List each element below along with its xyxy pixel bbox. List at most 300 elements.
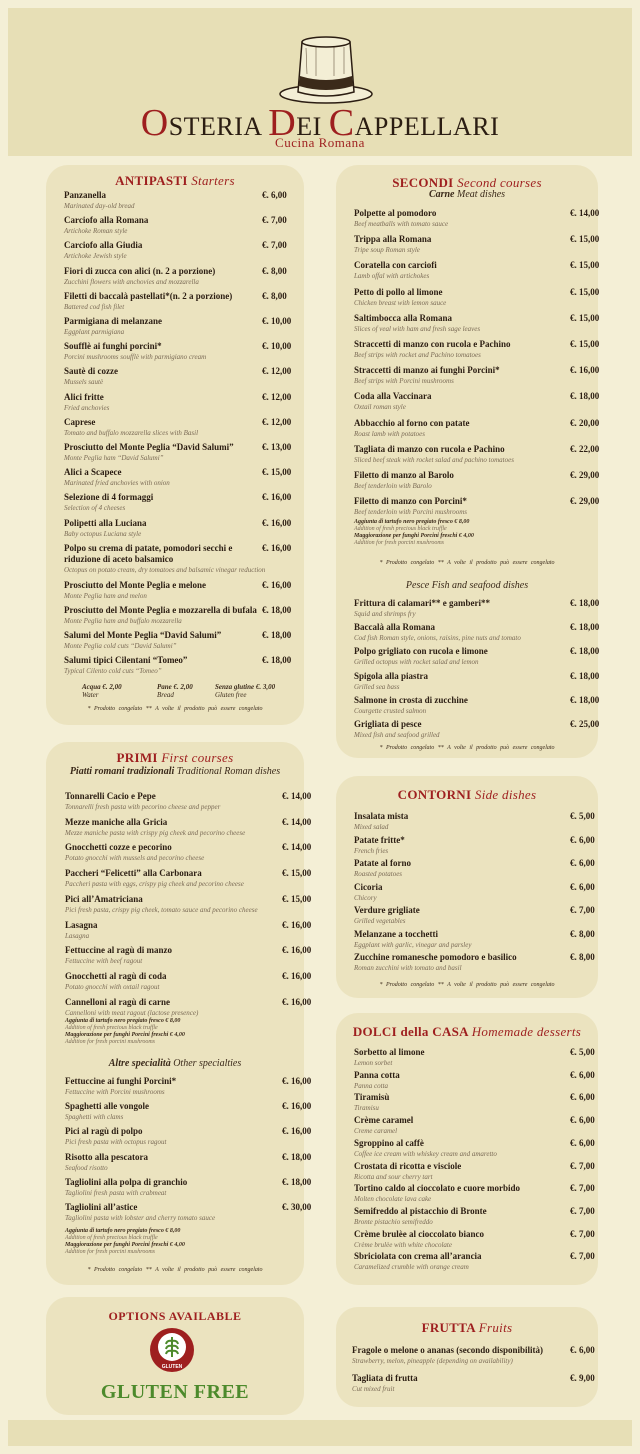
menu-item xyxy=(354,1092,595,1113)
item-price: €. 14,00 xyxy=(282,816,312,827)
menu-item xyxy=(65,842,312,863)
menu-item xyxy=(65,1151,312,1173)
item-price: €. 16,00 xyxy=(570,365,600,376)
item-name: Melanzane a tocchetti xyxy=(354,928,438,939)
item-name: Crème brulèe al cioccolato bianco xyxy=(354,1228,484,1239)
options-title: OPTIONS AVAILABLE xyxy=(108,1309,242,1323)
addon-name: Aggiunta di tartufo nero pregiato fresco € 8,00 xyxy=(354,519,470,525)
footnote: * Prodotto congelato ** A volte il prodotto può essere congelato xyxy=(87,706,263,712)
item-description: Mixed salad xyxy=(354,823,389,831)
menu-item xyxy=(354,858,595,879)
item-description: Grilled sea bass xyxy=(354,682,400,691)
menu-item xyxy=(65,1202,312,1223)
item-name: Fragole o melone o ananas (secondo disponibilità) xyxy=(352,1345,544,1355)
item-name: Spaghetti alle vongole xyxy=(65,1101,150,1112)
drink-name: Senza glutine €. 3,00 xyxy=(215,683,276,691)
item-description: Battered cod fish filet xyxy=(64,302,125,311)
item-price: €. 10,00 xyxy=(262,316,292,326)
item-description: Molten chocolate lava cake xyxy=(354,1195,432,1204)
item-price: €. 16,00 xyxy=(282,1126,312,1137)
item-name: Patate fritte* xyxy=(354,834,405,845)
footnote: * Prodotto congelato ** A volte il prodotto può essere congelato xyxy=(379,745,555,751)
item-price: €. 7,00 xyxy=(570,1251,595,1262)
section-title: PRIMI First courses xyxy=(116,750,234,765)
item-name: Sorbetto al limone xyxy=(354,1047,425,1057)
menu-item xyxy=(65,996,312,1018)
item-name: Carciofo alla Giudia xyxy=(64,240,143,251)
item-description: Octopus on potato cream, dry tomatoes and balsamic vinegar reduction xyxy=(64,565,266,574)
menu-item xyxy=(64,655,292,676)
item-name: Straccetti di manzo con rucola e Pachino xyxy=(354,339,511,349)
item-description: Monte Peglia ham and melon xyxy=(64,591,147,600)
item-description: Fettuccine with beef ragout xyxy=(65,957,143,966)
item-description: Selection of 4 cheeses xyxy=(64,504,126,513)
item-description: Grilled vegetables xyxy=(354,917,406,925)
menu-item xyxy=(354,1047,595,1068)
menu-item xyxy=(64,605,292,626)
item-price: €. 7,00 xyxy=(262,215,287,226)
item-price: €. 15,00 xyxy=(570,312,600,323)
item-name: Coda alla Vaccinara xyxy=(354,391,432,402)
addon-note xyxy=(65,1228,180,1242)
item-price: €. 6,00 xyxy=(570,1069,595,1080)
item-description: Roman zucchini with tomato and basil xyxy=(354,964,462,972)
item-name: Lasagna xyxy=(65,919,98,930)
item-name: Caprese xyxy=(64,416,96,427)
drink-en: Gluten free xyxy=(215,691,247,699)
item-price: €. 18,00 xyxy=(282,1176,312,1187)
item-name: Filetti di baccalà pastellati*(n. 2 a porzione) xyxy=(64,290,233,301)
item-name: Straccetti di manzo ai funghi Porcini* xyxy=(354,365,500,376)
item-price: €. 18,00 xyxy=(282,1151,312,1162)
item-price: €. 20,00 xyxy=(570,417,600,428)
addon-note xyxy=(354,519,469,533)
item-price: €. 18,00 xyxy=(262,655,292,666)
item-price: €. 10,00 xyxy=(262,341,292,352)
item-description: Monte Peglia ham “David Salumi” xyxy=(64,454,164,462)
item-name: Alici fritte xyxy=(64,391,104,402)
item-description: Typical Cilento cold cuts “Tomeo” xyxy=(64,667,162,676)
item-name: Fettuccine ai funghi Porcini* xyxy=(65,1076,177,1086)
menu-item xyxy=(352,1345,595,1366)
item-description: Monte Peglia ham and buffalo mozzarella xyxy=(64,617,182,625)
section-title: SECONDI Second courses xyxy=(392,175,542,190)
item-name: Polpo su crema di patate, pomodori secchi e xyxy=(64,542,233,553)
item-description: Bronte pistachio semifreddo xyxy=(354,1217,433,1226)
menu-item xyxy=(354,1115,595,1136)
item-name: Trippa alla Romana xyxy=(354,234,432,245)
menu-item xyxy=(354,598,600,619)
item-price: €. 13,00 xyxy=(262,442,292,452)
item-description: Fried anchovies xyxy=(64,403,110,412)
secondi-section xyxy=(336,165,598,758)
item-price: €. 12,00 xyxy=(262,391,292,402)
menu-item xyxy=(354,208,600,229)
item-description: Chicory xyxy=(354,893,377,902)
item-description: Mussels sautè xyxy=(64,378,104,387)
item-price: €. 8,00 xyxy=(570,928,595,939)
menu-item xyxy=(354,286,600,308)
section-title: CONTORNI Side dishes xyxy=(397,787,537,802)
item-name: Tortino caldo al cioccolato e cuore morbido xyxy=(354,1183,520,1194)
item-price: €. 16,00 xyxy=(282,970,312,981)
badge-label: GLUTEN xyxy=(161,1364,183,1370)
menu-item xyxy=(354,1205,595,1227)
item-description: Cod fish Roman style, onions, raisins, pine nuts and tomato xyxy=(354,634,521,643)
item-description: Marinated day-old bread xyxy=(64,202,135,210)
item-price: €. 18,00 xyxy=(570,646,600,657)
item-name: Sgroppino al caffè xyxy=(354,1137,424,1148)
item-description: Seafood risotto xyxy=(65,1163,108,1172)
item-price: €. 14,00 xyxy=(282,791,312,801)
item-name: Polpo grigliato con rucola e limone xyxy=(354,646,488,657)
menu-item xyxy=(64,467,292,488)
item-price: €. 16,00 xyxy=(262,579,292,590)
item-name: Cicoria xyxy=(354,881,383,892)
item-name: Selezione di 4 formaggi xyxy=(64,492,154,503)
item-price: €. 7,00 xyxy=(570,1228,595,1239)
item-name: Salmone in crosta di zucchine xyxy=(354,694,468,705)
item-description: Potato gnocchi with oxtail ragout xyxy=(65,982,160,991)
item-price: €. 5,00 xyxy=(570,811,595,821)
menu-item xyxy=(354,1069,595,1091)
item-name: Zucchine romanesche pomodoro e basilico xyxy=(354,952,517,962)
menu-item xyxy=(65,945,312,966)
item-description: Tagliolini fresh pasta with crabmeat xyxy=(65,1188,167,1197)
drink-en: Bread xyxy=(157,691,174,699)
item-name: Mezze maniche alla Gricia xyxy=(65,816,168,827)
item-description: Paccheri pasta with eggs, crispy pig cheek and pecorino cheese xyxy=(65,880,244,889)
item-name: Crostata di ricotta e visciole xyxy=(354,1160,462,1171)
menu-item xyxy=(354,496,600,517)
item-description: Pici fresh pasta, crispy pig cheek, tomato sauce and pecorino cheese xyxy=(65,905,258,914)
menu-item xyxy=(64,391,292,413)
footnote: * Prodotto congelato ** A volte il prodotto può essere congelato xyxy=(379,982,555,988)
item-description: Ricotta and sour cherry tart xyxy=(354,1172,433,1181)
gluten-free-badge-icon xyxy=(149,1327,195,1373)
menu-item xyxy=(65,919,312,941)
item-price: €. 6,00 xyxy=(262,190,287,200)
addon-en: Addition for fresh porcini mushrooms xyxy=(65,1039,156,1045)
item-description: Grilled octopus with rocket salad and lemon xyxy=(354,658,479,667)
menu-item xyxy=(354,719,600,740)
item-description: Monte Peglia cold cuts “David Salumi” xyxy=(64,642,177,651)
item-price: €. 15,00 xyxy=(262,467,292,478)
primi-section xyxy=(46,742,312,1285)
menu-item xyxy=(64,341,292,362)
item-description: Artichoke Roman style xyxy=(64,227,128,236)
item-name: Pici all’Amatriciana xyxy=(65,893,143,904)
item-price: €. 14,00 xyxy=(282,842,312,853)
item-description: Roasted potatoes xyxy=(354,870,403,878)
item-price: €. 7,00 xyxy=(262,240,287,251)
menu-item xyxy=(354,365,600,386)
item-description: Lamb offal with artichokes xyxy=(354,272,430,281)
item-description: Strawberry, melon, pineapple (depending on availability) xyxy=(352,1357,513,1365)
menu-item xyxy=(354,260,600,281)
item-description: Potato gnocchi with mussels and pecorino cheese xyxy=(65,854,205,863)
item-name: Pici al ragù di polpo xyxy=(65,1126,143,1137)
item-price: €. 15,00 xyxy=(570,260,600,271)
item-description: Courgette crusted salmon xyxy=(354,706,427,715)
item-description: Squid and shrimps fry xyxy=(354,610,416,618)
item-description: Panna cotta xyxy=(354,1081,389,1090)
item-price: €. 15,00 xyxy=(282,868,312,879)
item-name: Gnocchetti cozze e pecorino xyxy=(65,842,172,853)
menu-item xyxy=(64,542,292,575)
item-name: Parmigiana di melanzane xyxy=(64,316,162,326)
item-name: Cannelloni al ragù di carne xyxy=(65,996,171,1007)
menu-item xyxy=(354,1183,595,1204)
item-price: €. 6,00 xyxy=(570,1137,595,1148)
item-description: Mezze maniche pasta with crispy pig cheek and pecorino cheese xyxy=(65,828,246,837)
item-price: €. 16,00 xyxy=(282,919,312,930)
menu-item xyxy=(64,215,287,236)
item-name: Tagliolini alla polpa di granchio xyxy=(65,1176,188,1187)
item-price: €. 15,00 xyxy=(570,339,600,349)
item-description: Crème brulèe with white chocolate xyxy=(354,1240,452,1249)
item-price: €. 6,00 xyxy=(570,1345,595,1355)
item-name: Prosciutto del Monte Peglia e melone xyxy=(64,579,207,590)
item-price: €. 18,00 xyxy=(262,630,292,641)
frutta-section xyxy=(336,1307,598,1407)
addon-name: Aggiunta di tartufo nero pregiato fresco € 8,00 xyxy=(65,1228,181,1234)
altre-subtitle: Altre specialità Other specialties xyxy=(108,1058,242,1069)
item-description: Sliced beef steak with rocket salad and pachino tomatoes xyxy=(354,455,514,464)
item-price: €. 15,00 xyxy=(570,286,600,297)
footnote: * Prodotto congelato ** A volte il prodotto può essere congelato xyxy=(87,1267,263,1273)
menu-item xyxy=(354,622,600,643)
item-price: €. 16,00 xyxy=(262,517,292,528)
item-price: €. 16,00 xyxy=(282,1101,312,1112)
menu-item xyxy=(354,905,595,926)
primi-subtitle: Piatti romani tradizionali Traditional Roman dishes xyxy=(69,766,281,777)
item-price: €. 7,00 xyxy=(570,1183,595,1194)
item-price: €. 5,00 xyxy=(570,1047,595,1057)
item-name: Tagliata di frutta xyxy=(352,1373,418,1383)
item-price: €. 18,00 xyxy=(262,605,292,615)
restaurant-subtitle: Cucina Romana xyxy=(275,135,365,150)
addon-en: Addition of fresh precious black truffle xyxy=(65,1025,158,1031)
menu-item xyxy=(354,470,600,491)
antipasti-section xyxy=(46,165,304,725)
menu-item xyxy=(354,834,595,856)
menu-item xyxy=(354,417,600,439)
menu-item xyxy=(354,952,595,973)
item-name: Crème caramel xyxy=(354,1115,414,1126)
drink-name: Acqua €. 2,00 xyxy=(82,683,122,691)
restaurant-name: OSTERIA DEI CAPPELLARI xyxy=(140,102,500,144)
item-price: €. 12,00 xyxy=(262,416,292,427)
item-price: €. 8,00 xyxy=(570,952,595,962)
item-description: Pici fresh pasta with octopus ragout xyxy=(65,1138,167,1147)
item-price: €. 29,00 xyxy=(570,496,600,507)
item-description: Oxtail roman style xyxy=(354,403,406,412)
item-description: Eggplant with garlic, vinegar and parsley xyxy=(354,940,472,949)
menu-item xyxy=(354,881,595,903)
item-price: €. 14,00 xyxy=(570,208,600,218)
item-name: Sautè di cozze xyxy=(64,366,118,377)
item-name: Filetto di manzo con Porcini* xyxy=(354,496,467,507)
item-description: Tonnarelli fresh pasta with pecorino cheese and pepper xyxy=(65,803,221,811)
addon-note xyxy=(65,1242,185,1256)
item-description: Creme caramel xyxy=(354,1127,398,1136)
item-name: Verdure grigliate xyxy=(354,905,420,915)
addon-en: Addition of fresh precious black truffle xyxy=(354,526,447,532)
item-price: €. 6,00 xyxy=(570,881,595,892)
item-price: €. 25,00 xyxy=(570,719,600,729)
item-name: Semifreddo al pistacchio di Bronte xyxy=(354,1205,487,1216)
item-name: Grigliata di pesce xyxy=(354,719,422,729)
menu-item xyxy=(354,928,595,950)
item-price: €. 6,00 xyxy=(570,858,595,868)
section-title: DOLCI della CASA Homemade desserts xyxy=(352,1024,582,1039)
item-description: Tripe soup Roman style xyxy=(354,246,420,255)
item-name: Insalata mista xyxy=(354,811,409,821)
item-description: Beef strips with Porcini mushrooms xyxy=(354,377,454,386)
menu-item xyxy=(65,1076,312,1097)
options-section xyxy=(46,1297,304,1415)
item-price: €. 18,00 xyxy=(570,670,600,681)
item-name: Fettuccine al ragù di manzo xyxy=(65,945,172,956)
item-description: Fettuccine with Porcini mushrooms xyxy=(65,1088,165,1096)
item-name: Salumi tipici Cilentani “Tomeo” xyxy=(64,655,188,666)
item-price: €. 8,00 xyxy=(262,265,287,276)
item-description: Chicken breast with lemon sauce xyxy=(354,298,447,307)
item-name: Panzanella xyxy=(64,190,106,200)
footer-banner xyxy=(8,1420,632,1446)
dolci-section xyxy=(336,1013,598,1285)
item-name: Soufflè ai funghi porcini* xyxy=(64,341,162,352)
addon-note xyxy=(65,1018,180,1032)
item-price: €. 12,00 xyxy=(262,366,292,377)
menu-item xyxy=(354,1160,595,1182)
menu-item xyxy=(354,312,600,334)
menu-item xyxy=(354,234,600,255)
menu-item xyxy=(64,492,292,513)
addon-name: Aggiunta di tartufo nero pregiato fresco € 8,00 xyxy=(65,1018,181,1024)
menu-item xyxy=(64,265,287,287)
menu-item xyxy=(65,970,312,992)
item-description: Beef tenderloin with Barolo xyxy=(354,482,432,490)
menu-item xyxy=(354,1228,595,1250)
item-name: Filetto di manzo al Barolo xyxy=(354,470,454,480)
menu-item xyxy=(65,868,312,889)
menu-item xyxy=(64,366,292,387)
menu-item xyxy=(352,1373,595,1394)
item-description: Coffee ice cream with whiskey cream and amaretto xyxy=(354,1149,497,1158)
item-name: Salumi del Monte Peglia “David Salumi” xyxy=(64,630,222,641)
item-description: Marinated fried anchovies with onion xyxy=(64,479,170,488)
item-description: Tiramisu xyxy=(354,1104,379,1113)
item-price: €. 6,00 xyxy=(570,1092,595,1103)
menu-item xyxy=(354,443,600,465)
item-name-line2: riduzione di aceto balsamico xyxy=(64,553,174,564)
item-name: Coratella con carciofi xyxy=(354,260,437,271)
item-name: Panna cotta xyxy=(354,1069,400,1080)
addon-en: Addition for fresh porcini mushrooms xyxy=(65,1249,156,1255)
item-description: Porcini mushrooms soufflè with parmigiano cream xyxy=(64,353,207,362)
menu-item xyxy=(65,893,312,915)
menu-item xyxy=(354,391,600,412)
item-name: Petto di pollo al limone xyxy=(354,286,443,297)
item-name: Gnocchetti al ragù di coda xyxy=(65,970,167,981)
item-description: Roast lamb with potatoes xyxy=(354,429,425,438)
item-name: Sbriciolata con crema all’arancia xyxy=(354,1251,482,1262)
menu-item xyxy=(65,1126,312,1147)
item-price: €. 8,00 xyxy=(262,290,287,301)
item-description: Beef meatballs with tomato sauce xyxy=(354,220,449,228)
menu-item xyxy=(354,339,600,360)
menu-item xyxy=(64,416,292,438)
item-price: €. 15,00 xyxy=(570,234,600,245)
item-name: Polipetti alla Luciana xyxy=(64,517,147,528)
item-name: Polpette al pomodoro xyxy=(354,208,437,218)
item-description: Slices of veal with ham and fresh sage leaves xyxy=(354,324,481,333)
item-price: €. 7,00 xyxy=(570,1205,595,1216)
addon-note xyxy=(65,1032,185,1046)
drink-item xyxy=(82,683,122,699)
section-title: FRUTTA Fruits xyxy=(421,1320,513,1335)
item-price: €. 29,00 xyxy=(570,470,600,480)
item-price: €. 7,00 xyxy=(570,905,595,915)
drink-item xyxy=(157,683,193,699)
item-price: €. 18,00 xyxy=(570,694,600,705)
item-description: Beef strips with rocket and Pachino tomatoes xyxy=(354,351,481,359)
item-price: €. 18,00 xyxy=(570,391,600,402)
item-name: Paccheri “Felicetti” alla Carbonara xyxy=(65,868,202,879)
item-price: €. 16,00 xyxy=(262,542,292,553)
item-price: €. 16,00 xyxy=(282,996,312,1007)
addon-name: Maggiorazione per funghi Porcini freschi € 4,00 xyxy=(65,1032,185,1038)
addon-name: Maggiorazione per funghi Porcini freschi € 4,00 xyxy=(65,1242,185,1248)
item-description: French fries xyxy=(354,846,389,855)
drink-en: Water xyxy=(82,691,99,699)
item-price: €. 16,00 xyxy=(282,1076,312,1086)
item-price: €. 18,00 xyxy=(570,598,600,608)
item-description: Lasagna xyxy=(65,931,90,940)
item-description: Mixed fish and seafood grilled xyxy=(354,731,440,739)
drink-name: Pane €. 2,00 xyxy=(157,683,193,691)
item-name: Alici a Scapece xyxy=(64,467,122,478)
item-name: Tagliolini all’astice xyxy=(65,1202,138,1212)
item-description: Tomato and buffalo mozzarella slices with Basil xyxy=(64,428,199,437)
item-name: Carciofo alla Romana xyxy=(64,215,149,226)
menu-item xyxy=(64,290,287,312)
menu-item xyxy=(64,442,292,463)
drink-item xyxy=(215,683,275,699)
menu-item xyxy=(64,240,287,261)
item-description: Caramelized crumble with orange cream xyxy=(354,1263,469,1272)
addon-en: Addition for fresh porcini mushrooms xyxy=(354,540,445,546)
menu-item xyxy=(65,791,312,812)
item-price: €. 6,00 xyxy=(570,834,595,845)
item-description: Zucchini flowers with anchovies and mozzarella xyxy=(64,277,199,286)
item-description: Cut mixed fruit xyxy=(352,1385,395,1393)
addon-name: Maggiorazione per funghi Porcini freschi € 4,00 xyxy=(354,533,474,539)
menu-item xyxy=(354,811,595,832)
item-price: €. 9,00 xyxy=(570,1373,595,1383)
item-description: Spaghetti with clams xyxy=(65,1113,124,1122)
item-description: Baby octopus Luciana style xyxy=(64,529,142,538)
item-description: Artichoke Jewish style xyxy=(64,252,127,261)
item-price: €. 18,00 xyxy=(570,622,600,633)
pesce-subtitle: Pesce Fish and seafood dishes xyxy=(405,580,529,591)
item-description: Eggplant parmigiana xyxy=(64,328,125,336)
item-name: Frittura di calamari** e gamberi** xyxy=(354,598,490,608)
item-name: Abbacchio al forno con patate xyxy=(354,417,470,428)
item-price: €. 7,00 xyxy=(570,1160,595,1171)
